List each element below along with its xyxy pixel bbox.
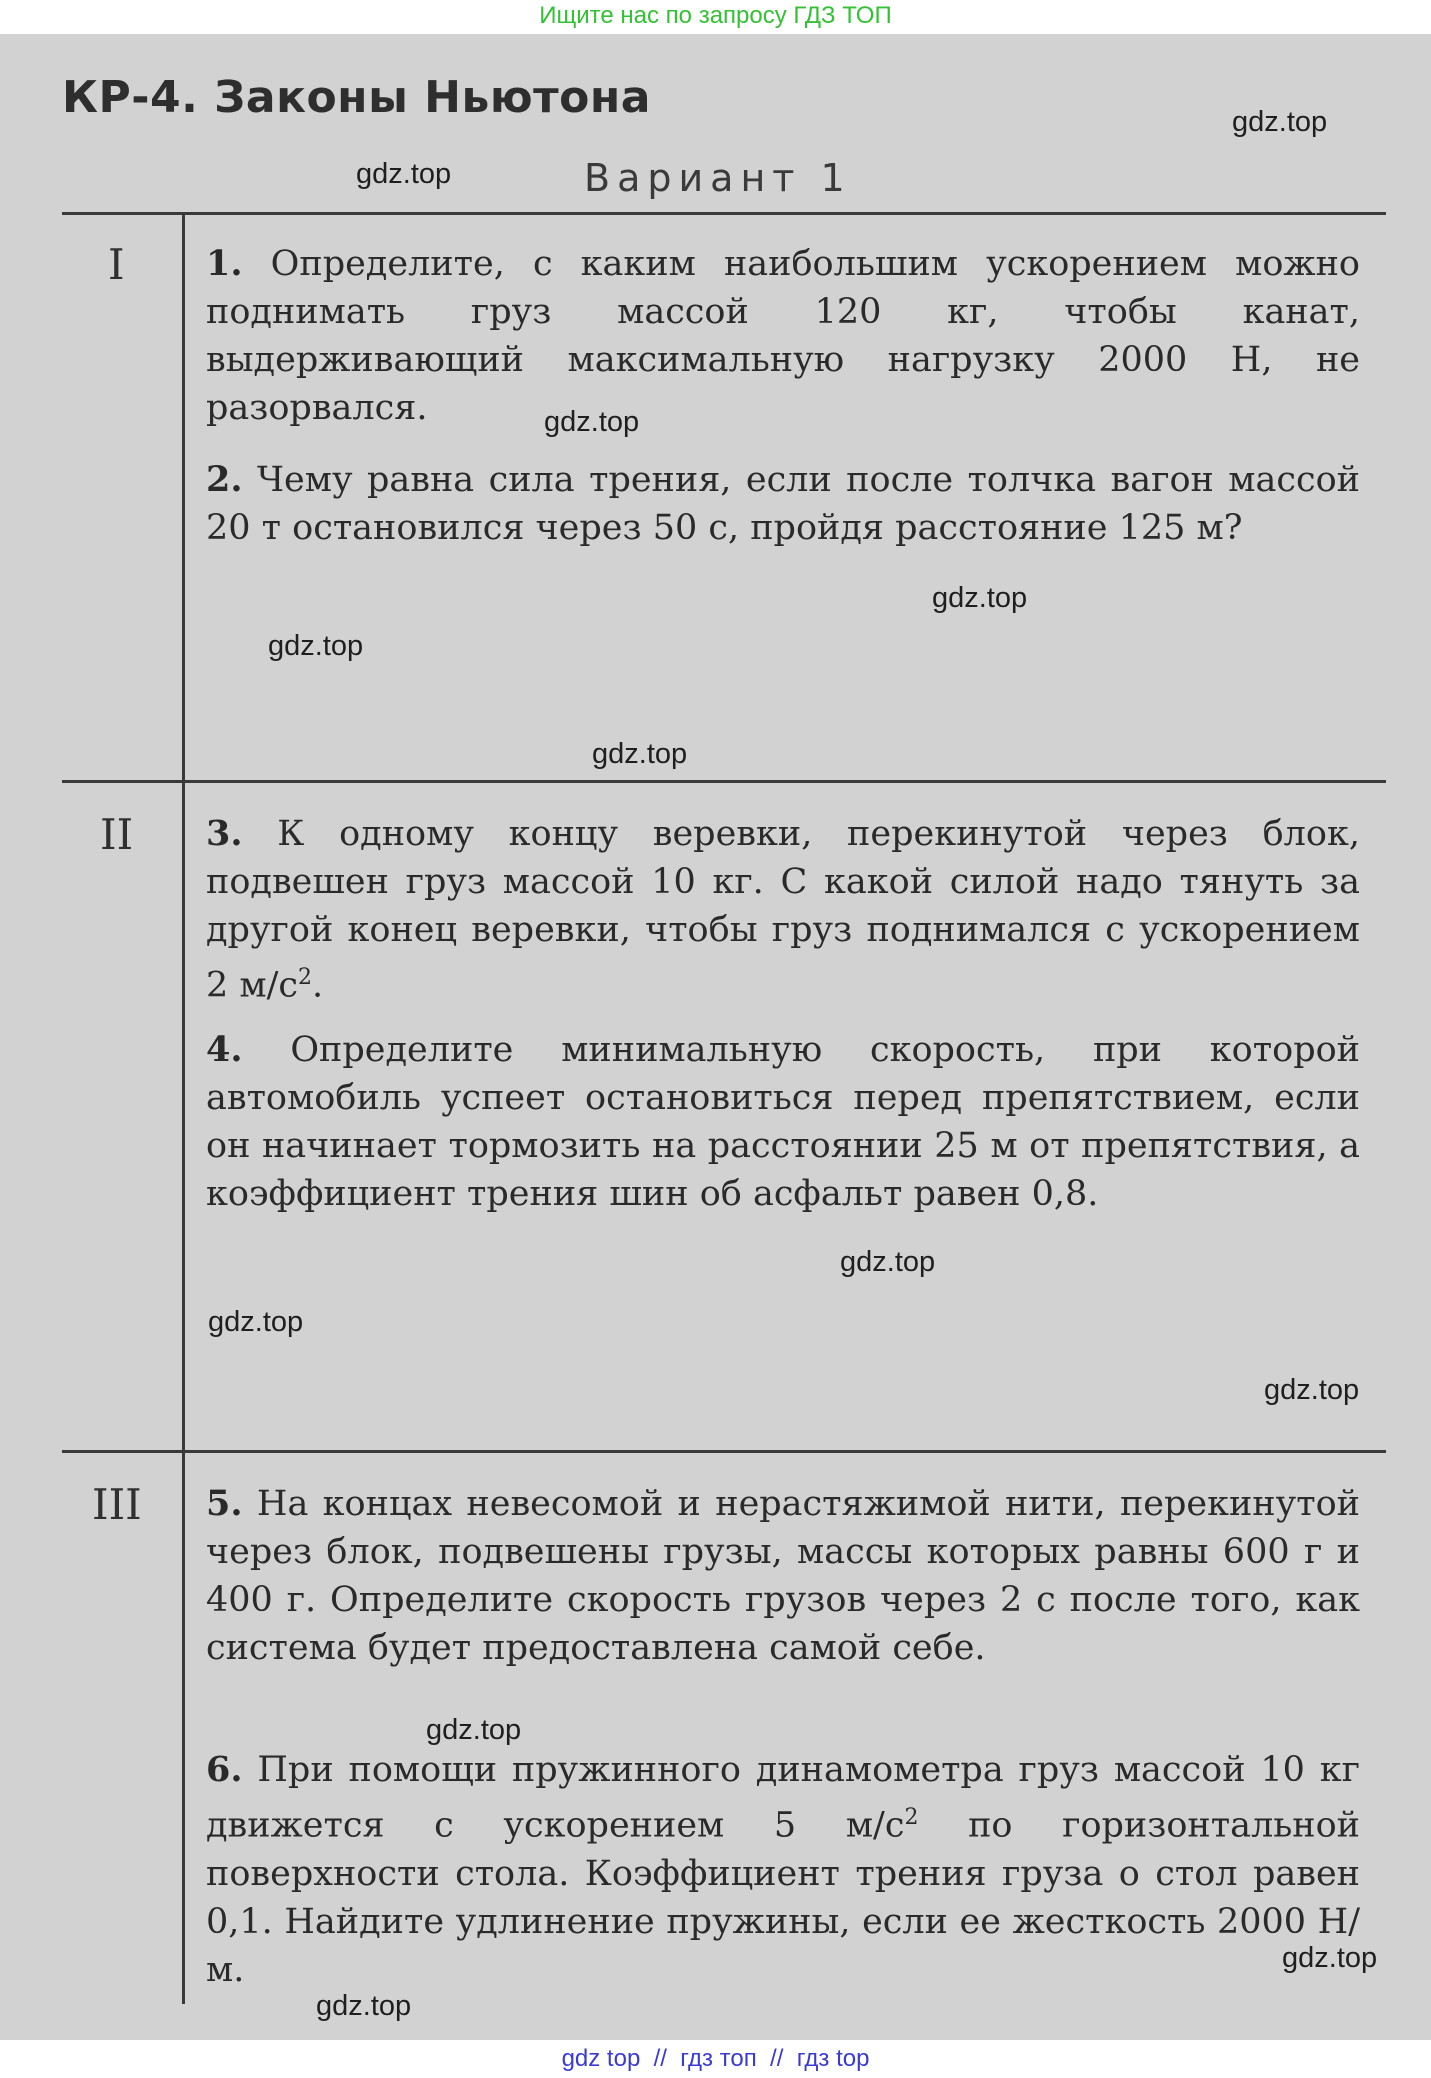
section-column-rule	[182, 214, 185, 2004]
watermark: gdz.top	[208, 1306, 304, 1338]
watermark: gdz.top	[1282, 1942, 1378, 1974]
variant-heading: Вариант 1	[584, 156, 852, 200]
section-label-3: III	[92, 1480, 142, 1529]
watermark: gdz.top	[840, 1246, 936, 1278]
section-label-2: II	[100, 810, 134, 859]
problem-text: К одному концу веревки, перекинутой через блок, подвешен груз массой 10 кг. С какой силой надо тянуть за другой конец веревки, чтобы груз поднимался с ускорением 2 м/с	[206, 814, 1360, 1006]
problem-3	[206, 810, 1360, 1010]
problem-number: 1.	[206, 243, 243, 284]
watermark: gdz.top	[932, 582, 1028, 614]
table-top-rule	[62, 212, 1386, 215]
section-divider-1	[62, 780, 1386, 783]
watermark: gdz.top	[426, 1714, 522, 1746]
section-divider-2	[62, 1450, 1386, 1453]
problem-text-end: по горизонтальной поверхности стола. Коэффициент трения груза о стол равен 0,1. Найдите удлинение пружины, если ее жесткость 2000 Н/м.	[206, 1805, 1360, 1990]
watermark: gdz.top	[356, 158, 452, 190]
watermark: gdz.top	[1232, 106, 1328, 138]
problem-text: Определите, с каким наибольшим ускорением можно поднимать груз массой 120 кг, чтобы канат, выдерживающий максимальную нагрузку 2000 Н, не разорвался.	[206, 244, 1360, 428]
watermark: gdz.top	[316, 1990, 412, 2022]
problem-2	[206, 456, 1360, 552]
watermark: gdz.top	[268, 630, 364, 662]
problem-number: 3.	[206, 813, 243, 854]
superscript: 2	[904, 1805, 919, 1830]
problem-4	[206, 1026, 1360, 1218]
problem-number: 2.	[206, 459, 243, 500]
problem-5	[206, 1480, 1360, 1672]
problem-text: Определите минимальную скорость, при которой автомобиль успеет остановиться перед препятствием, если он начинает тормозить на расстоянии 25 м от препятствия, а коэффициент трения шин об асфальт равен 0,8.	[206, 1030, 1360, 1214]
problem-text: При помощи пружинного динамометра груз массой 10 кг движется с ускорением 5 м/с	[206, 1750, 1360, 1846]
problem-text: Чему равна сила трения, если после толчка вагон массой 20 т остановился через 50 с, пройдя расстояние 125 м?	[206, 460, 1360, 548]
section-label-1: I	[108, 240, 125, 289]
problem-number: 5.	[206, 1483, 243, 1524]
problem-number: 6.	[206, 1749, 243, 1790]
bottom-banner: gdz top // гдз топ // гдз top	[0, 2040, 1431, 2078]
page-title: КР-4. Законы Ньютона	[62, 72, 651, 123]
problem-text: На концах невесомой и нерастяжимой нити, перекинутой через блок, подвешены грузы, массы которых равны 600 г и 400 г. Определите скорость грузов через 2 с после того, как система будет предоставлена самой себе.	[206, 1484, 1360, 1668]
watermark: gdz.top	[592, 738, 688, 770]
superscript: 2	[298, 965, 313, 990]
watermark: gdz.top	[544, 406, 640, 438]
watermark: gdz.top	[1264, 1374, 1360, 1406]
problem-1	[206, 240, 1360, 432]
top-banner: Ищите нас по запросу ГДЗ ТОП	[0, 0, 1431, 34]
problem-6	[206, 1746, 1360, 1994]
problem-text-end: .	[312, 965, 324, 1006]
problem-number: 4.	[206, 1029, 243, 1070]
